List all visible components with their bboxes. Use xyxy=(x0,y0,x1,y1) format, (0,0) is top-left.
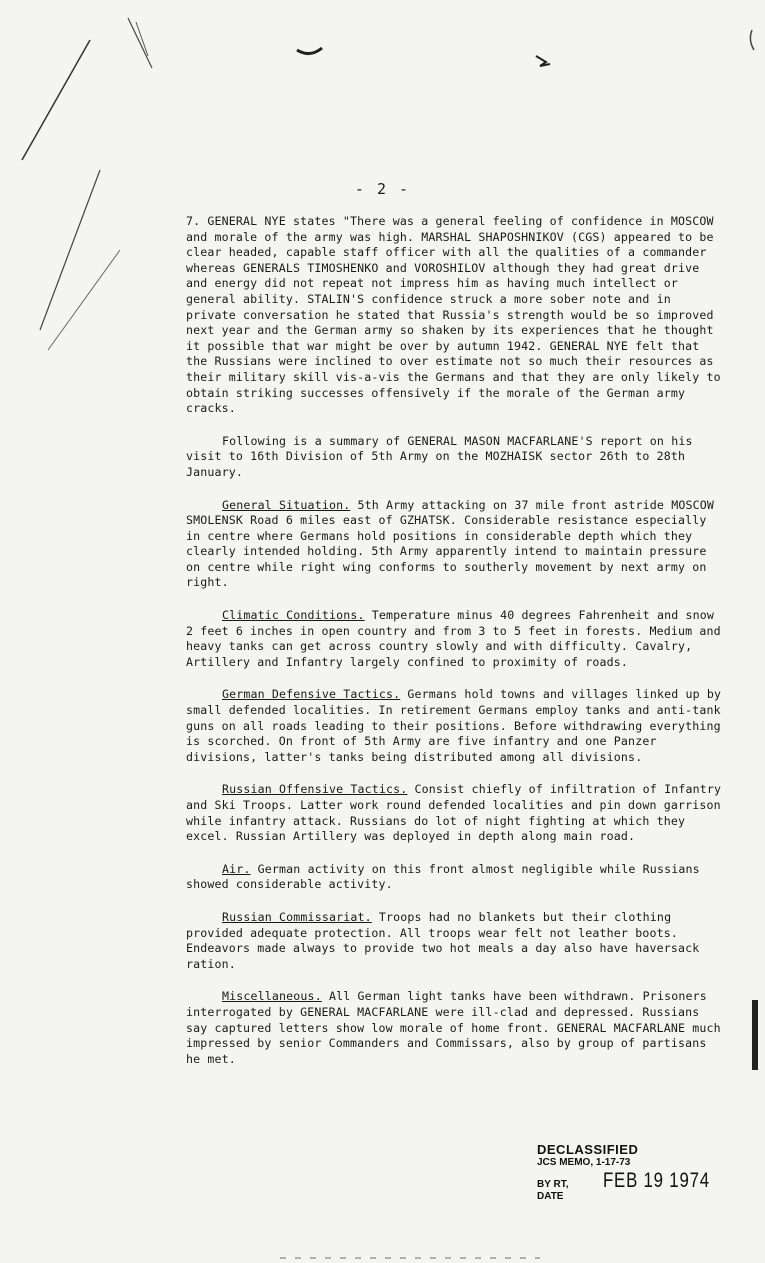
paragraph-text: All German light tanks have been withdrawn. Prisoners interrogated by GENERAL MACFARLANE were ill-clad and depressed. Russians say captured letters show low morale of home front. GENERAL MACFARLANE much impressed by senior Commanders and Commissars, also by group of partisans he met. xyxy=(186,989,721,1066)
report-body xyxy=(186,214,726,1084)
paragraph-text: Germans hold towns and villages linked up by small defended localities. In retirement Germans employ tanks and anti-tank guns on all roads leading to their positions. Before withdrawing everything is scorched. On front of 5th Army are five infantry and one Panzer divisions, latter's tanks being distributed among all divisions. xyxy=(186,687,722,764)
stamp-memo: JCS MEMO, 1-17-73 xyxy=(537,1157,631,1168)
section-heading: Russian Offensive Tactics. xyxy=(222,782,408,797)
paragraph-air xyxy=(186,862,726,893)
paragraph-nye-report xyxy=(186,214,726,417)
stamp-by-label: BY RT, DATE xyxy=(537,1179,569,1202)
paragraph-text: 5th Army attacking on 37 mile front astride MOSCOW SMOLENSK Road 6 miles east of GZHATSK. Considerable resistance especially in centre where Germans hold positions in considerable depth which they clearly intended holding. 5th Army apparently intend to maintain pressure on centre while right wing conforms to southerly movement by next army on right. xyxy=(186,497,714,590)
section-heading: Air. xyxy=(222,861,251,876)
paragraph-miscellaneous xyxy=(186,989,726,1067)
stamp-date-row xyxy=(537,1169,737,1203)
paragraph-text: Consist chiefly of infiltration of Infantry and Ski Troops. Latter work round defended localities and pin down garrison while infantry attack. Russians do lot of night fighting at which they excel. Russian Artillery was deployed in depth along main road. xyxy=(186,782,722,844)
paragraph-text: Following is a summary of GENERAL MASON MACFARLANE'S report on his visit to 16th Division of 5th Army on the MOZHAISK sector 26th to 28th January. xyxy=(186,433,693,479)
section-heading: Climatic Conditions. xyxy=(222,608,365,623)
section-heading: German Defensive Tactics. xyxy=(222,687,401,702)
section-heading: Russian Commissariat. xyxy=(222,909,372,924)
paragraph-russian-commissariat xyxy=(186,910,726,972)
stamp-date: FEB 19 1974 xyxy=(603,1169,711,1192)
stamp-title: DECLASSIFIED xyxy=(537,1142,639,1157)
paragraph-russian-offensive-tactics xyxy=(186,782,726,844)
paragraph-text: Troops had no blankets but their clothing provided adequate protection. All troops wear felt not leather boots. Endeavors made always to provide two hot meals a day also have haversack ration. xyxy=(186,909,700,971)
paragraph-text: Temperature minus 40 degrees Fahrenheit and snow 2 feet 6 inches in open country and from 3 to 5 feet in forests. Medium and heavy tanks can get across country slowly and with difficulty. Cavalry, Artillery and Infantry largely confined to proximity of roads. xyxy=(186,608,721,669)
paragraph-general-situation xyxy=(186,498,726,592)
paragraph-climatic-conditions xyxy=(186,608,726,670)
declassified-stamp xyxy=(537,1142,737,1203)
section-heading: General Situation. xyxy=(222,497,351,512)
paragraph-text: 7. GENERAL NYE states "There was a general feeling of confidence in MOSCOW and morale of the army was high. MARSHAL SHAPOSHNIKOV (CGS) appeared to be clear headed, capable staff officer with all the qualities of a commander whereas GENERALS TIMOSHENKO and VOROSHILOV although they had great drive and energy did not repeat not impress him as having much intellect or general ability. STALIN'S confidence struck a more sober note and in private conversation he stated that Russia's strength would be so improved next year and the German army so shaken by its experiences that he thought it possible that war might be over by autumn 1942. GENERAL NYE felt that the Russians were inclined to over estimate not so much their resources as their military skill vis-a-vis the Germans and that they are only likely to obtain striking successes offensively if the morale of the German army cracks. xyxy=(186,214,721,416)
section-heading: Miscellaneous. xyxy=(222,989,322,1004)
paragraph-summary-intro xyxy=(186,434,726,481)
paragraph-german-defensive-tactics xyxy=(186,687,726,765)
paragraph-text: German activity on this front almost negligible while Russians showed considerable activity. xyxy=(186,861,700,892)
page-number: - 2 - xyxy=(354,180,411,198)
